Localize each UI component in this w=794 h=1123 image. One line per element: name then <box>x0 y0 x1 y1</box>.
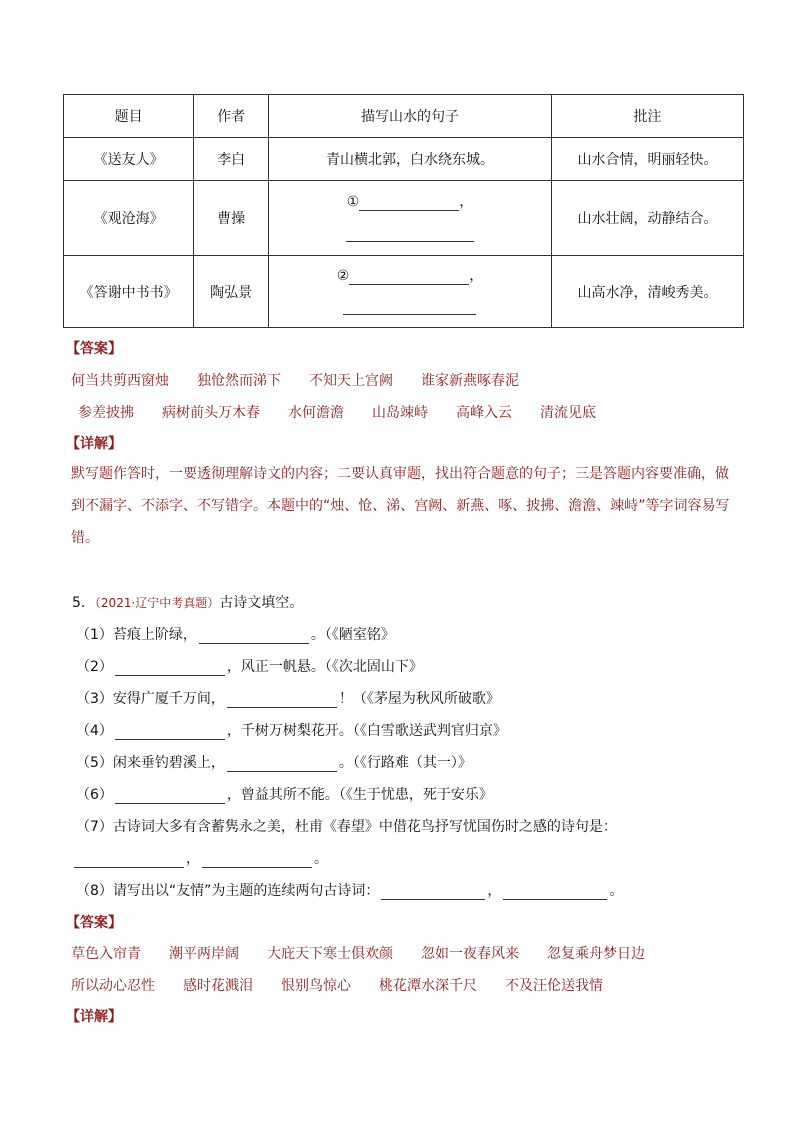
fill-blank[interactable] <box>115 725 225 740</box>
answer-item: 恨别鸟惊心 <box>281 978 351 994</box>
answer-row-1 <box>71 370 547 390</box>
fill-blank[interactable] <box>359 196 459 211</box>
detail-paragraph: 默写题作答时，一要透彻理解诗文的内容；二要认真审题，找出符合题意的句子；三是答题内容要准确，做到不漏字、不添字、不写错字。本题中的“烛、怆、涕、宫阙、新燕、啄、披拂、澹澹、竦峙”等字词容易写错。 <box>71 466 730 546</box>
row-note: 山高水净，清峻秀美。 <box>552 256 744 328</box>
answer-label: 【答案】 <box>66 915 122 931</box>
item-text: （8）请写出以“友情”为主题的连续两句古诗词： <box>76 883 380 899</box>
answer-item: 忽如一夜春风来 <box>421 946 519 962</box>
answer-row-2 <box>78 402 624 422</box>
item-number: （6） <box>76 787 113 803</box>
answer-label: 【答案】 <box>66 341 122 357</box>
row-title: 《答谢中书书》 <box>64 256 194 328</box>
item-number: （5） <box>76 755 113 771</box>
row-title: 《观沧海》 <box>64 181 194 256</box>
blank-marker: ① <box>346 194 360 211</box>
header-author: 作者 <box>194 95 269 138</box>
detail-label: 【详解】 <box>66 436 122 452</box>
item-number: （2） <box>76 659 113 675</box>
answer-item: 桃花潭水深千尺 <box>379 978 477 994</box>
question-number: 5． <box>72 595 95 611</box>
answer-item: 不知天上宫阙 <box>309 373 393 389</box>
answer-item: 何当共剪西窗烛 <box>71 373 169 389</box>
answer-row-2 <box>71 975 631 995</box>
question-instruction: 古诗文填空。 <box>219 595 304 611</box>
item-number: （4） <box>76 723 113 739</box>
detail-label: 【详解】 <box>66 1009 122 1025</box>
fill-blank[interactable] <box>503 885 607 900</box>
item-text-before: 闲来垂钓碧溪上， <box>112 755 225 771</box>
table-row <box>64 181 744 256</box>
question-item-7: （7）古诗词大多有含蓄隽永之美，杜甫《春望》中借花鸟抒写忧国伤时之感的诗句是： <box>76 819 617 835</box>
table-row <box>64 138 744 181</box>
table-row <box>64 256 744 328</box>
answer-item: 谁家新燕啄春泥 <box>421 373 519 389</box>
question-item-5 <box>76 752 472 772</box>
question-item-3 <box>76 688 500 708</box>
answer-row-1 <box>71 943 673 963</box>
blank-separator: ， <box>186 851 200 867</box>
item-text-before: 苔痕上阶绿， <box>112 627 197 643</box>
question-item-6 <box>76 784 493 804</box>
answer-item: 感时花溅泪 <box>183 978 253 994</box>
poem-table <box>63 94 744 328</box>
blank-end: 。 <box>609 883 624 899</box>
answer-item: 草色入帘青 <box>71 946 141 962</box>
item-text-after: ，风正一帆悬。（《次北固山下》 <box>226 659 423 675</box>
row-sentence: 青山横北郭，白水绕东城。 <box>268 138 551 181</box>
answer-item: 所以动心忍性 <box>71 978 155 994</box>
item-text-after: ！（《茅屋为秋风所破歌》 <box>338 691 500 707</box>
fill-blank[interactable] <box>346 227 474 242</box>
header-sentence: 描写山水的句子 <box>268 95 551 138</box>
question-source: （2021·辽宁中考真题） <box>94 596 220 610</box>
blank-separator: ， <box>487 883 502 899</box>
answer-item: 忽复乘舟梦日边 <box>547 946 645 962</box>
fill-blank[interactable] <box>227 757 337 772</box>
fill-blank[interactable] <box>115 789 225 804</box>
row-note: 山水合情，明丽轻快。 <box>552 138 744 181</box>
item-number: （3） <box>76 691 113 707</box>
question-5-title <box>72 592 303 612</box>
row-note: 山水壮阔，动静结合。 <box>552 181 744 256</box>
item-text-after: 。（《行路难（其一）》 <box>338 755 472 771</box>
question-item-7-blanks <box>72 848 328 868</box>
blank-marker: ② <box>336 267 350 284</box>
blank-suffix: ， <box>469 267 484 284</box>
question-item-1 <box>76 624 395 644</box>
item-number: （1） <box>76 627 113 643</box>
row-author: 陶弘景 <box>194 256 269 328</box>
header-title: 题目 <box>64 95 194 138</box>
row-title: 《送友人》 <box>64 138 194 181</box>
blank-end: 。 <box>314 851 328 867</box>
fill-blank[interactable] <box>343 300 476 315</box>
question-item-4 <box>76 720 507 740</box>
answer-item: 参差披拂 <box>78 405 134 421</box>
item-text-after: ，曾益其所不能。（《生于忧患，死于安乐》 <box>226 787 493 803</box>
fill-blank[interactable] <box>349 270 469 285</box>
answer-item: 不及汪伦送我情 <box>505 978 603 994</box>
answer-item: 病树前头万木春 <box>162 405 260 421</box>
row-blank-cell <box>268 181 551 256</box>
table-header-row <box>64 95 744 138</box>
fill-blank[interactable] <box>74 853 184 868</box>
item-text-before: 安得广厦千万间， <box>112 691 225 707</box>
fill-blank[interactable] <box>199 629 309 644</box>
row-author: 曹操 <box>194 181 269 256</box>
answer-item: 水何澹澹 <box>288 405 344 421</box>
answer-item: 高峰入云 <box>456 405 512 421</box>
answer-item: 大庇天下寒士俱欢颜 <box>267 946 393 962</box>
item-text-after: 。（《陋室铭》 <box>310 627 395 643</box>
fill-blank[interactable] <box>202 853 312 868</box>
row-blank-cell <box>268 256 551 328</box>
header-note: 批注 <box>552 95 744 138</box>
fill-blank[interactable] <box>115 661 225 676</box>
answer-item: 潮平两岸阔 <box>169 946 239 962</box>
answer-item: 独怆然而涕下 <box>197 373 281 389</box>
answer-item: 清流见底 <box>540 405 596 421</box>
blank-suffix: ， <box>459 194 474 211</box>
fill-blank[interactable] <box>381 885 485 900</box>
row-author: 李白 <box>194 138 269 181</box>
item-text-after: ，千树万树梨花开。（《白雪歌送武判官归京》 <box>226 723 507 739</box>
fill-blank[interactable] <box>227 693 337 708</box>
question-item-8 <box>76 880 623 900</box>
question-item-2 <box>76 656 423 676</box>
answer-item: 山岛竦峙 <box>372 405 428 421</box>
